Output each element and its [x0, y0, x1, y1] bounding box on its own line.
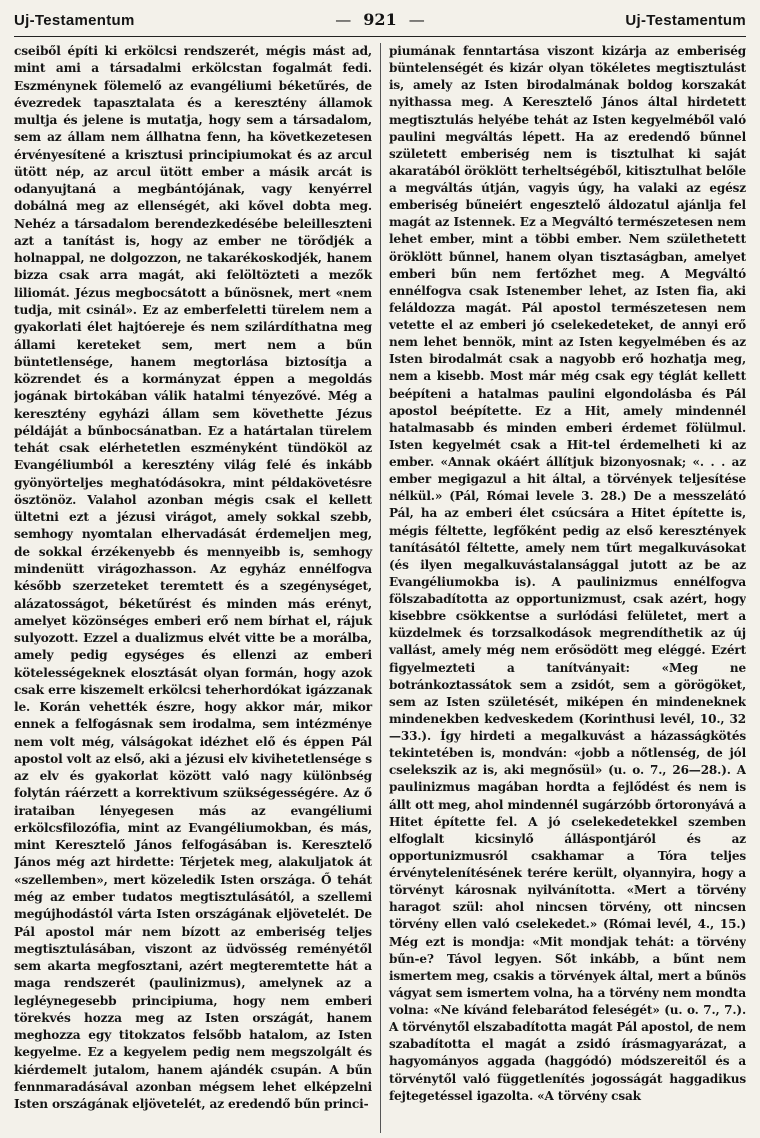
left-column-text: cseiből építi ki erkölcsi rendszerét, mégis mást ad, mint ami a társadalmi erkölcstan fogalmát fedi. Eszménynek fölemelő az evangéliumi béketűrés, de évezredek tapasztalata és a keresztény államok multja és jelene is mutatja, hogy sem a társadalom, sem az állam nem állhatna fenn, ha következetesen érvényesítené a krisztusi principiumokat és az arcul ütött nép, az arcul ütött ember a másik arcát is odanyujtaná a megbántójának, vagy kenyérrel dobálná meg az ellenségét, aki kővel dobta meg. Nehéz a társadalom berendezkedésébe beleilleszteni azt a tanítást is, hogy az ember ne törődjék a holnappal, ne dolgozzon, ne takarékoskodjék, hanem bizza csak arra magát, aki felöltözteti a mezők liliomát. Jézus megbocsátott a bűnösnek, mert «nem tudja, mit csinál». Ez az emberfeletti türelem nem a gyakorlati élet hajtóereje és nem szilárdíthatna meg állami kereteket sem, mert nem a bűn büntetlensége, hanem megtorlása biztosítja a közrendet és a kormányzat éppen a megoldás jogának birtokában válik hatalmi tényezővé. Még a keresztény egyházi állam sem követhette Jézus példáját a bűnbocsánatban. Ez a határtalan türelem tehát csak elérhetetlen eszményként tündököl az Evangéliumból a keresztény világ felé és inkább gyönyörteljes meghatódásokra, mint példakövetésre ösztönöz. Valahol azonban mégis csak el kellett ültetni ezt a jézusi virágot, amely sokkal szebb, semhogy nyomtalan elhervadását érdemeljen meg, de sokkal érzékenyebb és mennyeibb is, semhogy mindenütt virágozhasson. Az egyház ennélfogva később szerzeteket teremtett és a szegénységet, alázatosságot, béketűrést és minden más erényt, amelyet közönséges emberi erő nem bírhat el, rájuk sulyozott. Ezzel a dualizmus elvét vitte be a morálba, amely pedig egységes és ellenzi az emberi kötelességeknek elosztását olyan formán, hogy azok csak erre kiszemelt erkölcsi teherhordókat igázzanak le. Korán vehették észre, hogy akkor már, mikor ennek a felfogásnak sem irodalma, sem intézménye nem volt még, válságokat idézhet elő és éppen Pál apostol volt az első, aki a jézusi elv kivihetetlensége s az elv és gyakorlat között való nagy különbség folytán ráérzett a korrektivum szükségességére. Az ő irataiban lényegesen más az evangéliumi erkölcsfilozófia, mint az Evangéliumokban, és más, mint Keresztelő János felfogásában is. Keresztelő János még azt hirdette: Térjetek meg, alakuljatok át «szellemben», mert közeledik Isten országa. Ő tehát még az ember tudatos megtisztulásától, a szellemi megújhodástól várta Isten országának eljövetelét. De Pál apostol már nem bízott az emberiség teljes megtisztulásában, viszont az üdvösség reményétől sem akarta megfosztani, azért megteremtette hát a maga rendszerét (paulinizmus), amelynek az a legléynegesebb principiuma, hogy nem emberi törekvés hozza meg az Isten országát, hanem meghozza egy titokzatos felsőbb hatalom, az Isten kegyelme. Ez a kegyelem pedig nem megszolgált és kiérdemelt jutalom, hanem ajándék csupán. A bűn fennmaradásával azonban mégsem lehet elképzelni Isten országának eljövetelét, az eredendő bűn princi-	[14, 44, 372, 1112]
page-header	[14, 10, 746, 37]
right-column	[380, 43, 746, 1133]
page-number: — 921 —	[323, 10, 436, 29]
right-column-text: piumának fenntartása viszont kizárja az emberiség büntelenségét és kizár olyan tökéletes megtisztulást is, amely az Isten birodalmának boldog korszakát nyithassa meg. A Keresztelő János által hirdetett megtisztulás helyébe tehát az Isten kegyelméből való paulini megváltás lépett. Ha az eredendő bűnnel született emberiség nem is tisztulhat ki saját akaratából öröklött terheltségéből, kitisztulhat belőle a megváltás útján, vagyis úgy, ha valaki az egész emberiség bűneiért engesztelő áldozatul ajánlja fel magát az Istennek. Ez a Megváltó természetesen nem lehet ember, mint a többi ember. Nem születhetett öröklött bűnnel, hanem olyan tisztaságban, amelyet emberi bűn nem fertőzhet meg. A Megváltó ennélfogva csak Istenember lehet, az Isten fia, aki feláldozza magát. Pál apostol természetesen nem vetette el az emberi jó cselekedeteket, de annyi erő nem lehet bennök, mint az Isten kegyelmében és az Isten birodalmát csak a nagyobb erő hozhatja meg, nem a kisebb. Most már még csak egy téglát kellett beépíteni a hatalmas paulini elgondolásba és Pál apostol beépítette. Ez a Hit, amely mindennél hatalmasabb és minden emberi érdemet fölülmul. Isten kegyelmét csak a Hit-tel érdemelheti ki az ember. «Annak okáért állítjuk bizonyosnak; «. . . az ember megigazul a hit által, a törvények teljesítése nélkül.» (Pál, Római levele 3. 28.) De a messzelátó Pál, ha az emberi élet csúcsára a Hitet építette is, mégis féltette, legfőként pedig az első keresztények tanításától féltette, amely nem tűrt megalkuvásokat (és ilyen megalkuvástalansággal jutott az be az Evangéliumokba is). A paulinizmus ennélfogva fölszabadította az opportunizmust, csak azért, hogy kisebbre csökkentse a surlódási felületet, mert a küzdelmek és torzsalkodások megrendíthetik az új vallást, amely még nem erősödött meg eléggé. Ezért figyelmezteti a tanítványait: «Meg ne botránkoztassátok sem a zsidót, sem a görögöket, sem az Isten születését, miképen én mindeneknek mindenekben kedveskedem (Korinthusi levél, 10., 32—33.). Így hirdeti a megalkuvást a házasságkötés tekintetében is, mondván: «jobb a nőtlenség, de jól cselekszik az is, aki megnősül» (u. o. 7., 26—28.). A paulinizmus magában hordta a fejlődést és nem is állt ott meg, ahol mindennél sugárzóbb őrtoronyává a Hitet építette fel. A jó cselekedetekkel szemben elfoglalt kicsinylő álláspontjáról és az opportunizmusról csakhamar a Tóra teljes érvénytelenítésének terére került, olyannyira, hogy a törvényt károsnak nyilvánította. «Mert a törvény haragot szül: ahol nincsen törvény, ott nincsen törvény ellen való cselekedet.» (Római levél, 4., 15.) Még ezt is mondja: «Mit mondjak tehát: a törvény bűn-e? Távol legyen. Sőt inkább, a bűnt nem ismertem meg, csakis a törvények által, mert a bűnös vágyat sem ismertem volna, ha a törvény nem mondta volna: «Ne kívánd felebarátod feleségét» (u. o. 7., 7.). A törvénytől elszabadította magát Pál apostol, de nem szabadította el magát a zsidó írásmagyarázat, a hagyományos aggada (haggódó) módszereitől és a törvénytől való függetlenítés jogosságát haggadikus fejtegetéssel igazolta. «A törvény csak	[389, 44, 746, 1103]
running-title-left: Uj-Testamentum	[14, 12, 135, 29]
text-columns	[14, 43, 746, 1133]
running-title-right: Uj-Testamentum	[625, 12, 746, 29]
left-column	[14, 43, 380, 1133]
